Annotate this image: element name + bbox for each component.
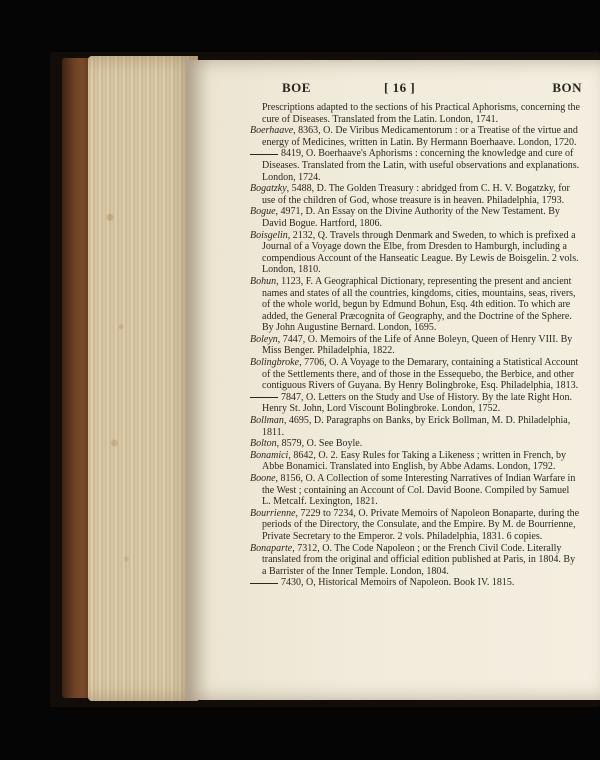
catalog-entry (250, 230, 580, 276)
entry-text: , 8579, O. See Boyle. (276, 438, 363, 450)
entry-name: Boisgelin (250, 229, 288, 241)
entry-name: Bonamici (250, 449, 289, 461)
entry-name: Bohun (250, 275, 277, 287)
ditto-dash (250, 397, 278, 398)
catalog-entries (250, 102, 580, 589)
catalog-entry (250, 415, 580, 438)
ditto-dash (250, 154, 278, 155)
entry-text: , 7447, O. Memoirs of the Life of Anne Boleyn, Queen of Henry VIII. By Miss Benger. Philadelphia, 1822. (262, 333, 573, 357)
entry-text: , 8363, O. De Viribus Medicamentorum : or a Treatise of the virtue and energy of Medicines, written in Latin. By Hermann Boerhaave. London, 1720. (262, 125, 578, 148)
entry-text: , 4695, D. Paragraphs on Banks, by Erick Bollman, M. D. Philadelphia, 1811. (262, 415, 571, 438)
catalog-entry (250, 577, 580, 589)
entry-text: , 1123, F. A Geographical Dictionary, representing the present and ancient names and states of all the countries, kingdoms, cities, mountains, seas, rivers, of the whole world, begun by Edmund Bohun, Esq. 4th edition. To which are added, the General Præcognita of Geography, and the Doctrine of the Sphere. By John Augustine Bernard. London, 1695. (262, 275, 576, 334)
ditto-dash (250, 583, 278, 584)
entry-name: Bolton (250, 438, 277, 450)
entry-name: Boone (250, 473, 276, 484)
entry-text: 8419, O. Boerhaave's Aphorisms : concerning the knowledge and cure of Diseases. Translated from the Latin, with useful observations and explanations. London, 1724. (262, 148, 580, 183)
catalog-entry (250, 392, 580, 415)
entry-name: Bogue (250, 206, 276, 218)
entry-name: Boleyn (250, 333, 278, 345)
entry-name: Bogatzky (250, 183, 287, 195)
catalog-entry (250, 334, 580, 357)
catalog-entry (250, 543, 580, 578)
entry-name: Boerhaave (250, 125, 294, 137)
entry-name: Bolingbroke (250, 357, 300, 369)
entry-text: , 7312, O. The Code Napoleon ; or the French Civil Code. Literally translated from the original and official edition published at Paris, in 1804. By a Barrister of the Inner Temple. London, 1804. (262, 542, 576, 577)
entry-name: Bollman (250, 415, 284, 427)
catalog-entry (250, 276, 580, 334)
entry-text: , 8156, O. A Collection of some Interesting Narratives of Indian Warfare in the West ; containing an Account of Col. David Boone. Compiled by Samuel L. Metcalf. Lexington, 1821. (262, 473, 576, 508)
catalog-entry (250, 508, 580, 543)
entry-text: 7430, O, Historical Memoirs of Napoleon. Book IV. 1815. (281, 577, 515, 589)
catalog-entry (250, 102, 580, 125)
running-header (262, 80, 582, 98)
catalog-entry (250, 148, 580, 183)
book-page (186, 60, 600, 700)
entry-text: , 7229 to 7234, O. Private Memoirs of Napoleon Bonaparte, during the periods of the Directory, the Consulate, and the Empire. By M. de Bourrienne, Private Secretary to the Emperor. 2 vols. Philadelphia, 1831. 6 copies. (262, 507, 580, 542)
catalog-entry (250, 450, 580, 473)
catalog-entry (250, 473, 580, 508)
catalog-entry (250, 183, 580, 206)
entry-text: , 5488, D. The Golden Treasury : abridged from C. H. V. Bogatzky, for use of the children of God, whose treasure is in heaven. Philadelphia, 1793. (262, 183, 570, 206)
entry-text: , 7706, O. A Voyage to the Demarary, containing a Statistical Account of the Settlements there, and of those in the Essequebo, the Berbice, and other contiguous Rivers of Guyana. By Henry Bolingbroke, Esq. Philadelphia, 1813. (262, 357, 579, 392)
catalog-entry (250, 438, 580, 450)
entry-name: Bourrienne (250, 507, 296, 519)
catalog-entry (250, 125, 580, 148)
entry-text: Prescriptions adapted to the sections of his Practical Aphorisms, concerning the cure of Diseases. Translated from the Latin. London, 1741. (262, 102, 580, 125)
header-right: BON (552, 80, 582, 95)
catalog-entry (250, 357, 580, 392)
header-left: BOE (282, 80, 311, 95)
entry-text: , 8642, O. 2. Easy Rules for Taking a Likeness ; written in French, by Abbe Bonamici. Translated into English, by Abbe Adams. London, 1792. (262, 449, 567, 473)
page-edges (88, 56, 198, 701)
page-number: [ 16 ] (384, 80, 416, 95)
entry-text: 7847, O. Letters on the Study and Use of History. By the late Right Hon. Henry St. John, Lord Viscount Bolingbroke. London, 1752. (262, 391, 572, 415)
catalog-entry (250, 206, 580, 229)
entry-name: Bonaparte (250, 542, 293, 554)
entry-text: , 4971, D. An Essay on the Divine Authority of the New Testament. By David Bogue. Hartford, 1806. (262, 206, 560, 229)
entry-text: , 2132, Q. Travels through Denmark and Sweden, to which is prefixed a Journal of a Voyage down the Elbe, from Dresden to Hamburgh, including a compendious Account of the Hanseatic League. By Lewis de Boisgelin. 2 vols. London, 1810. (262, 229, 579, 276)
